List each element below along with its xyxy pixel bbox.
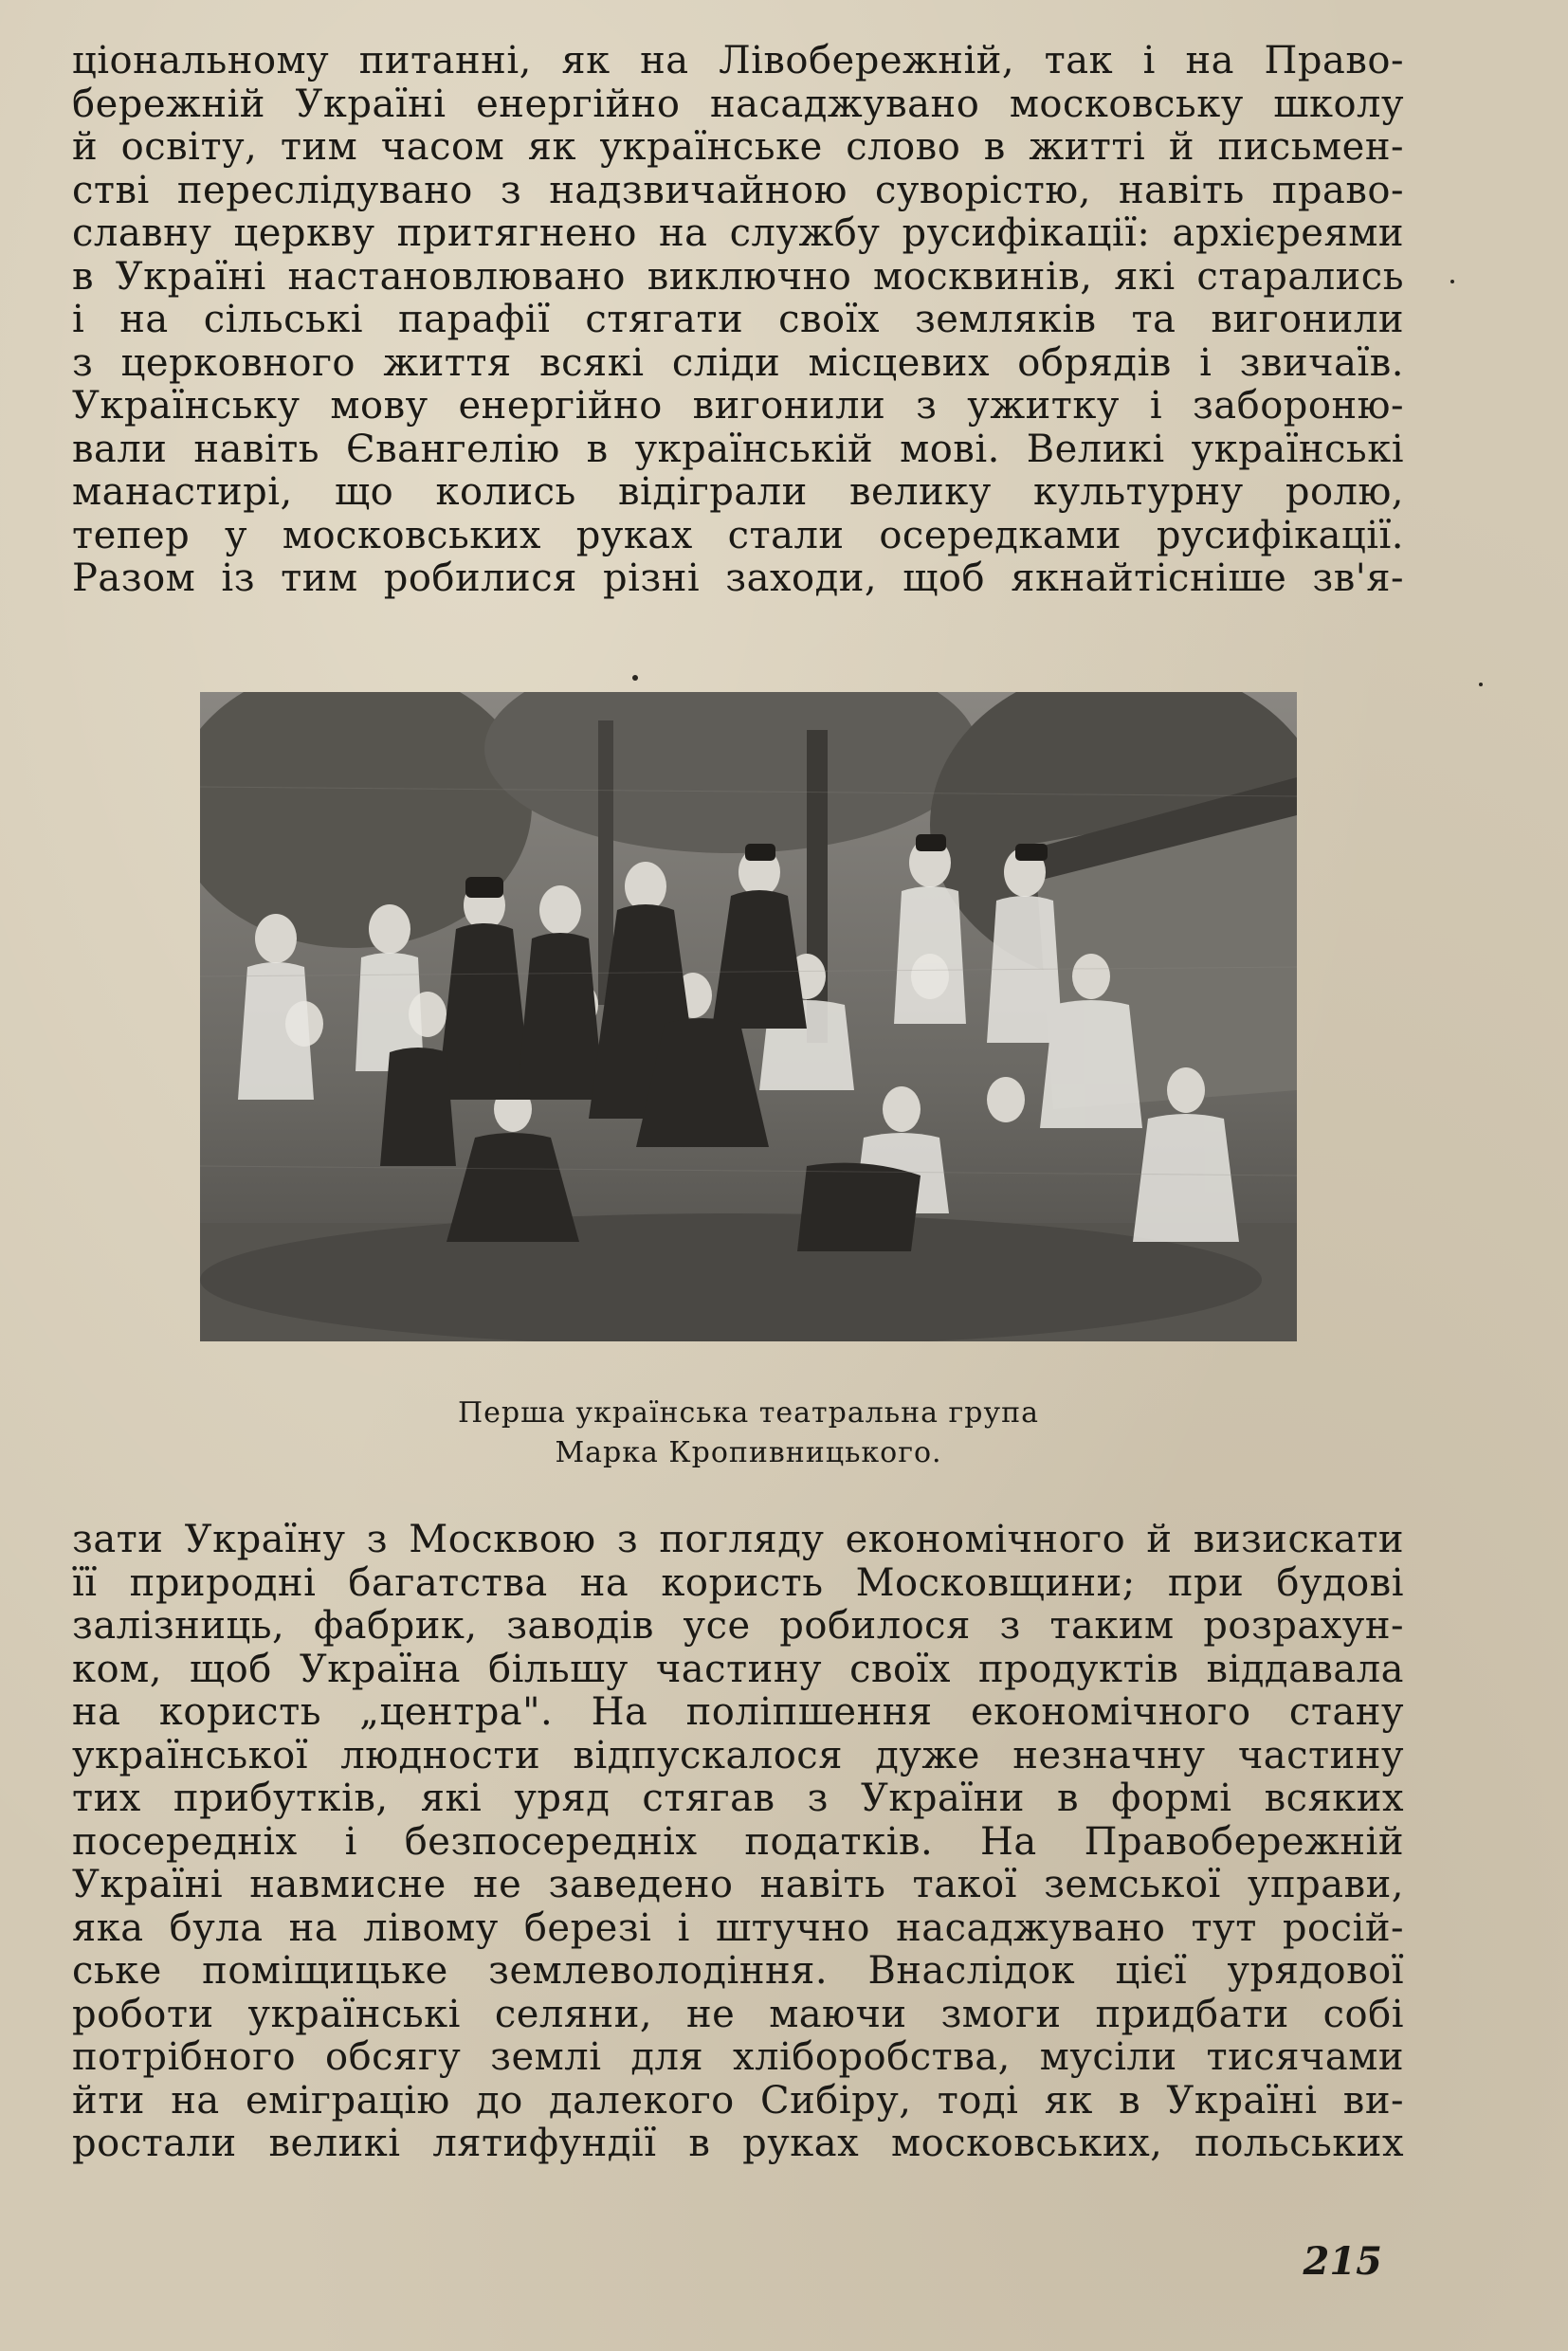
text-line: стві переслідувано з надзвичайною суворістю, навіть право- <box>72 168 1404 212</box>
text-line: яка була на лівому березі і штучно насаджувано тут росій- <box>72 1905 1404 1950</box>
text-line: і на сільські парафії стягати своїх земляків та вигонили <box>72 298 1404 341</box>
text-line: української людности відпускалося дуже незначну частину <box>72 1733 1404 1777</box>
text-line: тих прибутків, які уряд стягав з України в формі всяких <box>72 1777 1404 1820</box>
text-line: вали навіть Євангелію в українській мові. Великі українські <box>72 427 1404 471</box>
ink-speck <box>632 675 638 681</box>
text-line: з церковного життя всякі сліди місцевих обрядів і звичаїв. <box>72 340 1404 385</box>
text-line: ростали великі лятифундії в руках московських, польських <box>72 2122 1404 2165</box>
photo-illustration <box>200 692 1297 1341</box>
text-line: Разом із тим робилися різні заходи, щоб якнайтісніше зв'я- <box>72 556 1404 600</box>
text-line: йти на еміграцію до далекого Сибіру, тоді як в Україні ви- <box>72 2078 1404 2123</box>
text-line: ціональному питанні, як на Лівобережній, так і на Право- <box>72 39 1404 82</box>
text-line: на користь „центра". На поліпшення економічного стану <box>72 1690 1404 1734</box>
bottom-paragraph <box>72 1519 1404 2166</box>
ink-speck <box>1450 280 1454 283</box>
text-line: Україні навмисне не заведено навіть такої земської управи, <box>72 1863 1404 1906</box>
text-line: зати Україну з Москвою з погляду економічного й визискати <box>72 1518 1404 1561</box>
photo-caption <box>200 1394 1297 1473</box>
text-line: ком, щоб Україна більшу частину своїх продуктів віддавала <box>72 1647 1404 1691</box>
top-paragraph <box>72 40 1404 601</box>
text-line: Українську мову енергійно вигонили з ужитку і забороню- <box>72 384 1404 428</box>
text-line: й освіту, тим часом як українське слово в житті й письмен- <box>72 125 1404 169</box>
caption-line: Перша українська театральна група <box>457 1396 1039 1430</box>
text-line: залізниць, фабрик, заводів усе робилося з таким розрахун- <box>72 1604 1404 1648</box>
text-line: роботи українські селяни, не маючи змоги придбати собі <box>72 1992 1404 2036</box>
text-line: ське поміщицьке землеволодіння. Внаслідок цієї урядової <box>72 1949 1404 1993</box>
page-number: 215 <box>1303 2239 1382 2284</box>
ink-speck <box>1479 683 1483 686</box>
text-line: тепер у московських руках стали осередками русифікації. <box>72 513 1404 557</box>
text-line: її природні багатства на користь Московщини; при будові <box>72 1560 1404 1605</box>
text-line: славну церкву притягнено на службу русифікації: архієреями <box>72 211 1404 255</box>
text-line: манастирі, що колись відіграли велику культурну ролю, <box>72 470 1404 514</box>
text-line: посередніх і безпосередніх податків. На Правобережній <box>72 1819 1404 1864</box>
caption-line: Марка Кропивницького. <box>555 1436 942 1469</box>
theatre-group-photo <box>200 692 1297 1341</box>
text-line: в Україні настановлювано виключно москвинів, які старались <box>72 254 1404 299</box>
text-line: бережній Україні енергійно насаджувано московську школу <box>72 82 1404 126</box>
text-line: потрібного обсягу землі для хліборобства, мусіли тисячами <box>72 2035 1404 2079</box>
